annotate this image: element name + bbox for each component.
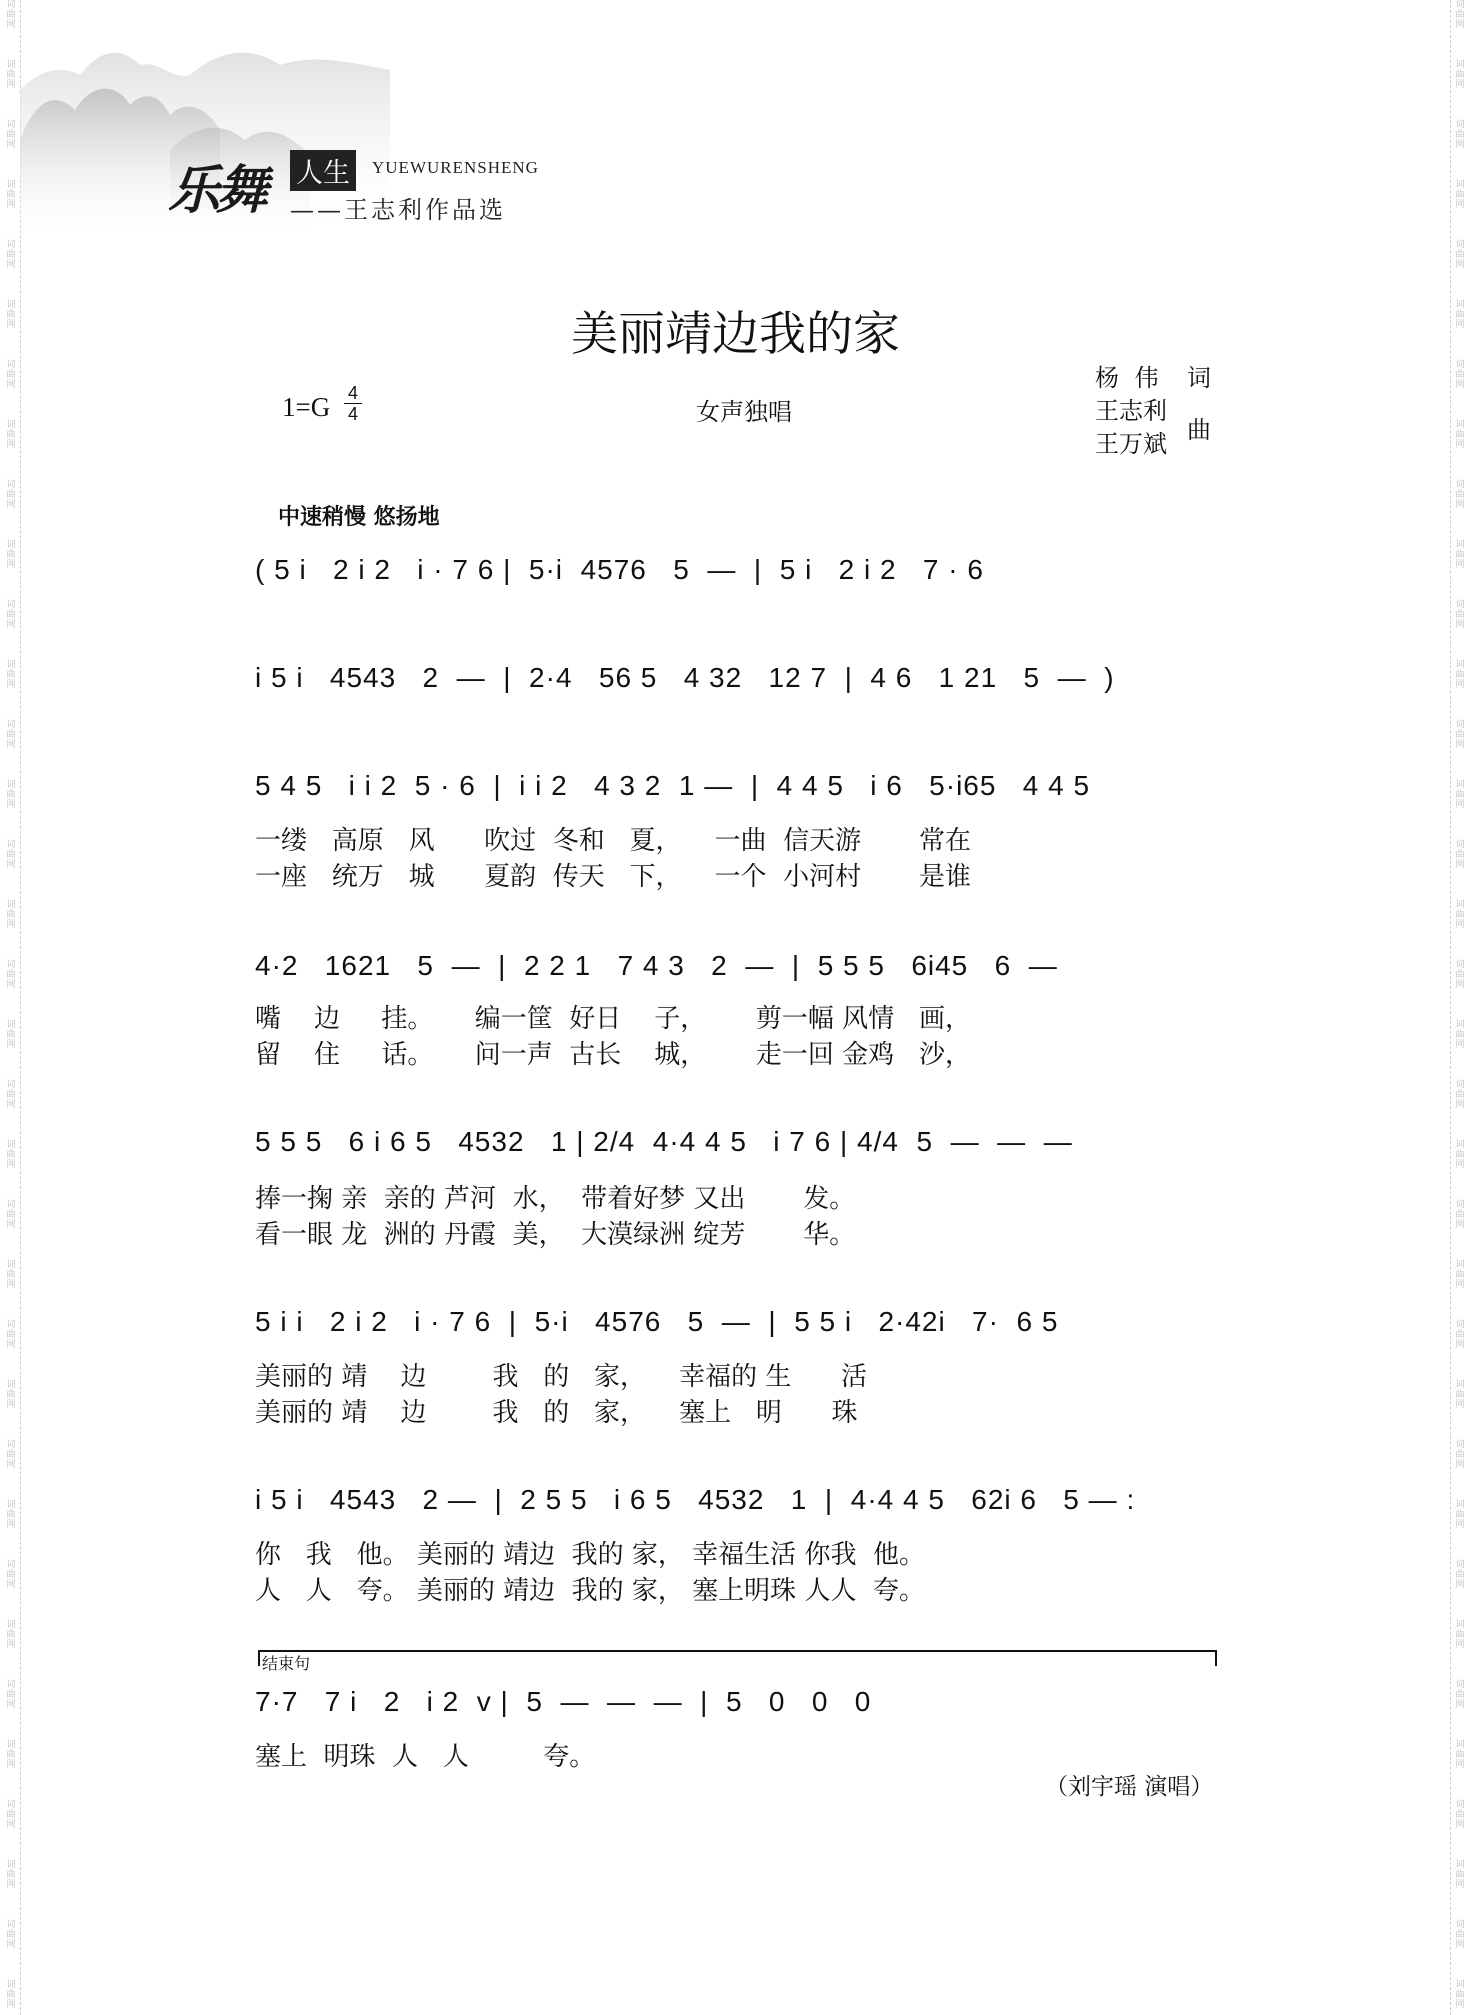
watermark-mark: 词 曲 网 xyxy=(6,1680,16,1710)
performance-type: 女声独唱 xyxy=(696,398,792,426)
watermark-mark: 词 曲 网 xyxy=(1455,660,1465,690)
watermark-mark: 词 曲 网 xyxy=(6,600,16,630)
logo-calligraphy: 乐舞 xyxy=(168,160,265,221)
notation-row xyxy=(255,1120,1225,1164)
song-title: 美丽靖边我的家 xyxy=(571,307,900,362)
watermark-mark: 词 曲 网 xyxy=(1455,1260,1465,1290)
watermark-mark: 词 曲 网 xyxy=(1455,840,1465,870)
watermark-mark: 词 曲 网 xyxy=(6,1920,16,1950)
watermark-mark: 词 曲 网 xyxy=(1455,240,1465,270)
lyric-line: 嘴 边 挂。 编一筐 好日 子， 剪一幅 风情 画， xyxy=(255,1004,971,1034)
watermark-mark: 词 曲 网 xyxy=(6,1860,16,1890)
lyric-line: 你 我 他。 美丽的 靖边 我的 家， 幸福生活 你我 他。 xyxy=(255,1540,925,1570)
lyricist: 杨 伟 xyxy=(1095,364,1163,392)
row-notes: i 5 i 4543 2 — | 2 5 5 i 6 5 4532 1 | 4·4 4 5 62i 6 5 — : xyxy=(255,1484,1136,1515)
watermark-mark: 词 曲 网 xyxy=(6,1020,16,1050)
watermark-mark: 词 曲 网 xyxy=(6,660,16,690)
logo-pinyin: YUEWURENSHENG xyxy=(372,158,539,177)
lyric-line: 一座 统万 城 夏韵 传天 下， 一个 小河村 是谁 xyxy=(255,862,971,892)
watermark-mark: 词 曲 网 xyxy=(1455,1080,1465,1110)
watermark-mark: 词 曲 网 xyxy=(1455,1140,1465,1170)
row-notes: 5 4 5 i i 2 5 · 6 | i i 2 4 3 2 1 — | 4 4 5 i 6 5·i65 4 4 5 xyxy=(255,770,1091,801)
logo-box: 人生 xyxy=(290,150,356,191)
row-notes: 5 i i 2 i 2 i · 7 6 | 5·i 4576 5 — | 5 5 i 2·42i 7· 6 5 xyxy=(255,1306,1059,1337)
watermark-mark: 词 曲 网 xyxy=(6,1260,16,1290)
lyric-line: 捧一掬 亲 亲的 芦河 水， 带着好梦 又出 发。 xyxy=(255,1184,856,1214)
watermark-mark: 词 曲 网 xyxy=(1455,480,1465,510)
composer-2: 王万斌 xyxy=(1095,430,1167,458)
credits xyxy=(1095,362,1245,462)
watermark-mark: 词 曲 网 xyxy=(6,1080,16,1110)
watermark-mark: 词 曲 网 xyxy=(6,780,16,810)
lyric-line: 一缕 高原 风 吹过 冬和 夏， 一曲 信天游 常在 xyxy=(255,826,971,856)
notation-row xyxy=(255,1478,1225,1522)
watermark-mark: 词 曲 网 xyxy=(6,540,16,570)
watermark-mark: 词 曲 网 xyxy=(1455,1740,1465,1770)
watermark-mark: 词 曲 网 xyxy=(1455,1500,1465,1530)
notation-row xyxy=(255,656,1225,700)
watermark-mark: 词 曲 网 xyxy=(1455,1680,1465,1710)
watermark-mark: 词 曲 网 xyxy=(1455,420,1465,450)
notation-row xyxy=(255,1300,1225,1344)
lyric-line: 塞上 明珠 人 人 夸。 xyxy=(255,1742,596,1772)
watermark-mark: 词 曲 网 xyxy=(1455,0,1465,30)
watermark-mark: 词 曲 网 xyxy=(6,240,16,270)
watermark-mark: 词 曲 网 xyxy=(6,420,16,450)
watermark-mark: 词 曲 网 xyxy=(6,120,16,150)
watermark-mark: 词 曲 网 xyxy=(1455,540,1465,570)
composer-1: 王志利 xyxy=(1095,397,1167,425)
watermark-mark: 词 曲 网 xyxy=(6,840,16,870)
watermark-mark: 词 曲 网 xyxy=(6,480,16,510)
notation-row xyxy=(255,764,1225,808)
logo-subtitle: ——王志利作品选 xyxy=(290,196,506,224)
notation-row xyxy=(255,548,1225,592)
watermark-mark: 词 曲 网 xyxy=(1455,1980,1465,2010)
lyric-line: 美丽的 靖 边 我 的 家， 幸福的 生 活 xyxy=(255,1362,867,1392)
lyric-line: 人 人 夸。 美丽的 靖边 我的 家， 塞上明珠 人人 夸。 xyxy=(255,1576,925,1606)
watermark-mark: 词 曲 网 xyxy=(6,1140,16,1170)
row-notes: ( 5 i 2 i 2 i · 7 6 | 5·i 4576 5 — | 5 i 2 i 2 7 · 6 xyxy=(255,554,984,585)
watermark-mark: 词 曲 网 xyxy=(1455,1440,1465,1470)
watermark-mark: 词 曲 网 xyxy=(1455,60,1465,90)
row-notes: 4·2 1621 5 — | 2 2 1 7 4 3 2 — | 5 5 5 6i45 6 — xyxy=(255,950,1058,981)
lyricist-role: 词 xyxy=(1187,364,1211,392)
ending-label: 结束句 xyxy=(262,1654,311,1673)
watermark-mark: 词 曲 网 xyxy=(1455,360,1465,390)
row-notes: i 5 i 4543 2 — | 2·4 56 5 4 32 12 7 | 4 6 1 21 5 — ) xyxy=(255,662,1115,693)
watermark-mark: 词 曲 网 xyxy=(6,1320,16,1350)
watermark-mark: 词 曲 网 xyxy=(6,960,16,990)
watermark-mark: 词 曲 网 xyxy=(1455,120,1465,150)
watermark-mark: 词 曲 网 xyxy=(6,1200,16,1230)
key-signature: 1=G xyxy=(282,392,331,422)
tempo-marking: 中速稍慢 悠扬地 xyxy=(278,505,440,530)
watermark-mark: 词 曲 网 xyxy=(6,60,16,90)
watermark-mark: 词 曲 网 xyxy=(1455,600,1465,630)
watermark-mark: 词 曲 网 xyxy=(6,300,16,330)
watermark-mark: 词 曲 网 xyxy=(1455,1800,1465,1830)
watermark-mark: 词 曲 网 xyxy=(1455,1320,1465,1350)
watermark-mark: 词 曲 网 xyxy=(1455,1020,1465,1050)
watermark-mark: 词 曲 网 xyxy=(6,1620,16,1650)
ending-bracket xyxy=(258,1650,1217,1666)
row-notes: 5 5 5 6 i 6 5 4532 1 | 2/4 4·4 4 5 i 7 6 | 4/4 5 — — — xyxy=(255,1126,1073,1157)
watermark-mark: 词 曲 网 xyxy=(6,360,16,390)
watermark-mark: 词 曲 网 xyxy=(1455,1200,1465,1230)
watermark-mark: 词 曲 网 xyxy=(1455,960,1465,990)
watermark-mark: 词 曲 网 xyxy=(1455,180,1465,210)
watermark-mark: 词 曲 网 xyxy=(1455,900,1465,930)
watermark-mark: 词 曲 网 xyxy=(1455,300,1465,330)
watermark-mark: 词 曲 网 xyxy=(6,180,16,210)
lyric-line: 美丽的 靖 边 我 的 家， 塞上 明 珠 xyxy=(255,1398,858,1428)
watermark-mark: 词 曲 网 xyxy=(6,0,16,30)
composer-role: 曲 xyxy=(1187,416,1211,444)
watermark-mark: 词 曲 网 xyxy=(6,720,16,750)
watermark-mark: 词 曲 网 xyxy=(6,1800,16,1830)
watermark-mark: 词 曲 网 xyxy=(1455,1380,1465,1410)
notation-row xyxy=(255,944,1225,988)
time-signature xyxy=(344,383,362,424)
watermark-mark: 词 曲 网 xyxy=(6,1380,16,1410)
notation-row-ending xyxy=(255,1680,1225,1724)
watermark-mark: 词 曲 网 xyxy=(1455,1920,1465,1950)
watermark-mark: 词 曲 网 xyxy=(6,900,16,930)
watermark-mark: 词 曲 网 xyxy=(1455,720,1465,750)
watermark-mark: 词 曲 网 xyxy=(1455,1620,1465,1650)
watermark-mark: 词 曲 网 xyxy=(6,1560,16,1590)
watermark-mark: 词 曲 网 xyxy=(6,1500,16,1530)
watermark-mark: 词 曲 网 xyxy=(1455,780,1465,810)
row-notes: 7·7 7 i 2 i 2 v | 5 — — — | 5 0 0 0 xyxy=(255,1686,872,1717)
performer-credit: （刘宇瑶 演唱） xyxy=(1045,1774,1214,1800)
lyric-line: 留 住 话。 问一声 古长 城， 走一回 金鸡 沙， xyxy=(255,1040,971,1070)
watermark-mark: 词 曲 网 xyxy=(1455,1860,1465,1890)
watermark-mark: 词 曲 网 xyxy=(6,1980,16,2010)
watermark-mark: 词 曲 网 xyxy=(6,1440,16,1470)
lyric-line: 看一眼 龙 洲的 丹霞 美， 大漠绿洲 绽芳 华。 xyxy=(255,1220,856,1250)
watermark-mark: 词 曲 网 xyxy=(6,1740,16,1770)
time-numerator: 4 xyxy=(344,383,362,404)
time-denominator: 4 xyxy=(347,404,358,424)
watermark-mark: 词 曲 网 xyxy=(1455,1560,1465,1590)
